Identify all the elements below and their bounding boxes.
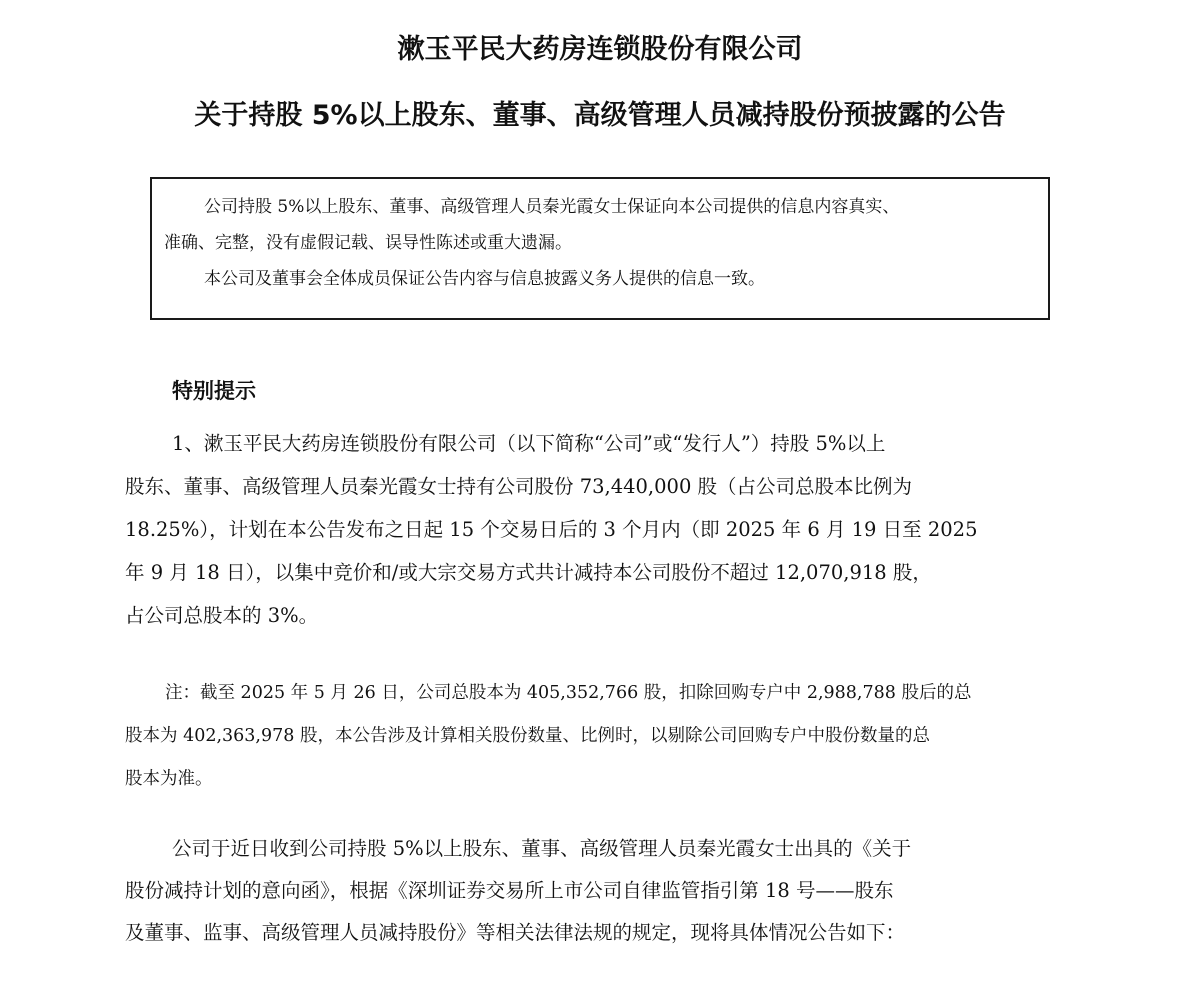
statement-line: 本公司及董事会全体成员保证公告内容与信息披露义务人提供的信息一致。 [204, 269, 765, 289]
statement-line: 准确、完整，没有虚假记载、误导性陈述或重大遗漏。 [164, 233, 572, 253]
responsibility-statement-box [150, 177, 1050, 320]
paragraph-line: 占公司总股本的 3%。 [125, 604, 319, 627]
statement-line: 公司持股 5%以上股东、董事、高级管理人员秦光霞女士保证向本公司提供的信息内容真实、 [204, 197, 900, 217]
notice-title: 关于持股 5%以上股东、董事、高级管理人员减持股份预披露的公告 [194, 100, 1006, 131]
paragraph-line: 1、漱玉平民大药房连锁股份有限公司（以下简称“公司”或“发行人”）持股 5%以上 [172, 432, 886, 455]
paragraph-line: 18.25%），计划在本公告发布之日起 15 个交易日后的 3 个月内（即 2025 年 6 月 19 日至 2025 [125, 518, 978, 541]
company-title: 漱玉平民大药房连锁股份有限公司 [397, 34, 803, 65]
paragraph-line: 公司于近日收到公司持股 5%以上股东、董事、高级管理人员秦光霞女士出具的《关于 [172, 837, 912, 860]
body-paragraph [125, 828, 1085, 954]
share-capital-note [125, 672, 1085, 801]
paragraph-line: 及董事、监事、高级管理人员减持股份》等相关法律法规的规定，现将具体情况公告如下： [125, 921, 906, 944]
special-notice-item-1 [125, 422, 1085, 637]
paragraph-line: 年 9 月 18 日），以集中竞价和/或大宗交易方式共计减持本公司股份不超过 12,070,918 股， [125, 561, 932, 584]
special-notice-heading: 特别提示 [172, 379, 256, 403]
note-line: 股本为 402,363,978 股，本公告涉及计算相关股份数量、比例时，以剔除公司回购专户中股份数量的总 [125, 726, 930, 746]
note-line: 股本为准。 [125, 769, 213, 789]
paragraph-line: 股份减持计划的意向函》，根据《深圳证券交易所上市公司自律监管指引第 18 号——股东 [125, 879, 894, 902]
note-line: 注：截至 2025 年 5 月 26 日，公司总股本为 405,352,766 股，扣除回购专户中 2,988,788 股后的总 [165, 683, 972, 703]
paragraph-line: 股东、董事、高级管理人员秦光霞女士持有公司股份 73,440,000 股（占公司总股本比例为 [125, 475, 913, 498]
